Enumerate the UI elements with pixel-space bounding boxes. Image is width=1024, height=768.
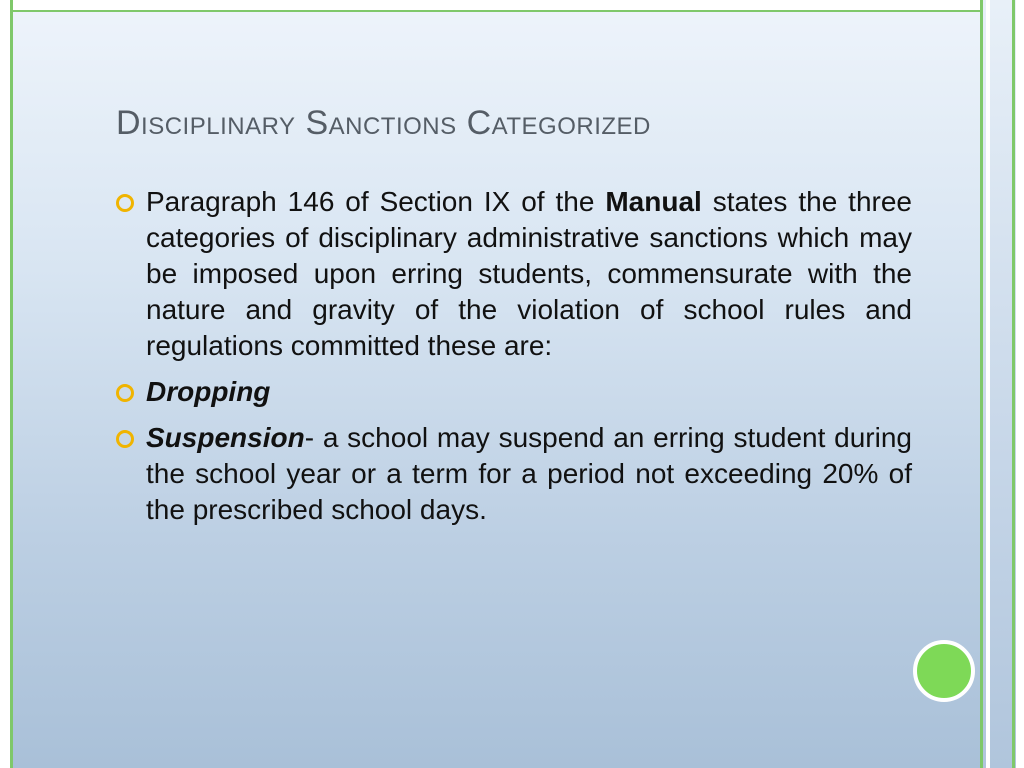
right-white-line bbox=[986, 0, 990, 768]
bullet-item-dropping bbox=[116, 374, 912, 410]
slide-title: Disciplinary Sanctions Categorized bbox=[116, 104, 651, 142]
right-white-edge bbox=[1016, 0, 1024, 768]
bullet-text-post: states the three categories of disciplinary administrative sanctions which may be imposed upon erring students, commensurate with the nature and gravity of the violation of school rules and regulations committed these are: bbox=[146, 186, 912, 361]
bullet-item-suspension bbox=[116, 420, 912, 528]
dropping-term: Dropping bbox=[146, 376, 271, 407]
frame-left-border bbox=[0, 0, 10, 768]
right-green-line-outer bbox=[1012, 0, 1015, 768]
suspension-term: Suspension bbox=[146, 422, 305, 453]
green-circle-icon bbox=[913, 640, 975, 702]
manual-term: Manual bbox=[605, 186, 702, 217]
frame-top-green-line bbox=[10, 10, 980, 12]
bullet-item-paragraph-146 bbox=[116, 184, 912, 364]
right-green-line-inner bbox=[980, 0, 983, 768]
circle-bullet-icon bbox=[116, 384, 134, 402]
suspension-text: - a school may suspend an erring student during the school year or a term for a period not exceeding 20% of the prescribed school days. bbox=[146, 422, 912, 525]
frame-top-border bbox=[0, 0, 1024, 10]
circle-bullet-icon bbox=[116, 194, 134, 212]
slide-content bbox=[116, 184, 912, 538]
circle-bullet-icon bbox=[116, 430, 134, 448]
bullet-text-pre: Paragraph 146 of Section IX of the bbox=[146, 186, 606, 217]
frame-left-green-line bbox=[10, 0, 13, 768]
